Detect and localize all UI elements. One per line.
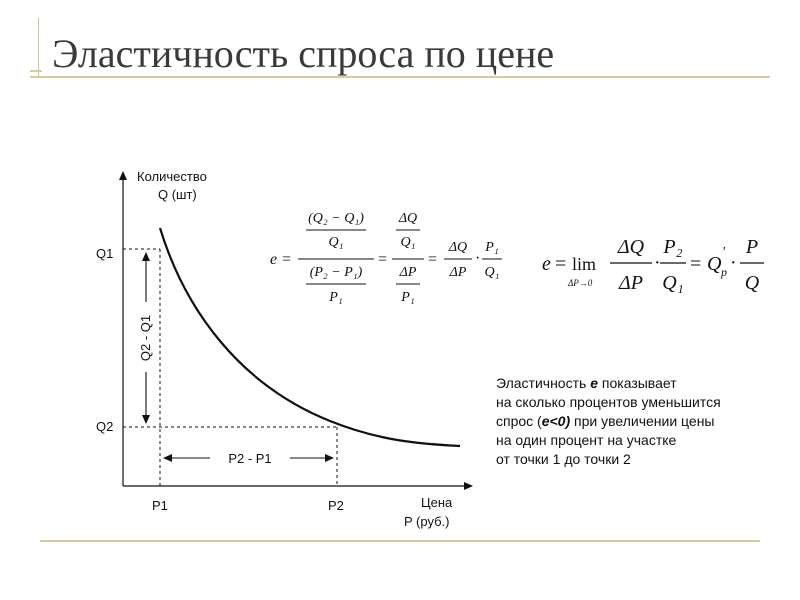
- f2-p2: P₂: [663, 236, 683, 258]
- f2-eq2: =: [690, 253, 702, 275]
- f2-dp: ΔP: [619, 272, 643, 294]
- f1-num-q1: Q₁: [328, 235, 344, 250]
- f1-d-q1: Q₁: [484, 265, 500, 280]
- note-line-4: на один процент на участке: [496, 432, 677, 448]
- formula-arc-elasticity: [270, 211, 502, 305]
- f2-q1: Q₁: [662, 272, 684, 294]
- tick-q1: Q1: [96, 246, 114, 261]
- page-title: Эластичность спроса по цене: [52, 31, 555, 76]
- tick-q2: Q2: [96, 419, 114, 434]
- dp-label: P2 - P1: [228, 451, 272, 466]
- f2-qp: Q: [707, 253, 722, 275]
- note-line-5: от точки 1 до точки 2: [496, 451, 631, 467]
- f1-c-dp: ΔP: [449, 265, 467, 280]
- f2-p: P: [745, 236, 759, 258]
- f1-den-p1: P₁: [329, 290, 343, 305]
- f2-qp-sup: ': [722, 245, 725, 260]
- note-condition: e<0): [541, 413, 571, 429]
- tick-p1: P1: [152, 498, 168, 513]
- f1-eq3: =: [428, 251, 438, 268]
- x-axis-label-line1: Цена: [421, 495, 453, 510]
- f2-qp-sub: p: [721, 265, 727, 279]
- note-line-2: на сколько процентов уменьшится: [496, 394, 721, 410]
- note-line-1: [496, 374, 796, 393]
- tick-p2: P2: [328, 498, 344, 513]
- f1-e: e: [270, 251, 278, 268]
- f1-num-top: (Q₂ − Q₁): [308, 211, 364, 226]
- f2-e: e: [542, 253, 551, 275]
- note-line-3-post: при увеличении цены: [570, 413, 715, 429]
- note-e-symbol: e: [590, 375, 598, 391]
- note-line-1-post: показывает: [598, 375, 677, 391]
- footer-rule: [40, 540, 760, 542]
- f2-dot: ·: [654, 252, 661, 274]
- f1-c-dq: ΔQ: [448, 240, 468, 255]
- formula-point-elasticity: [542, 236, 764, 294]
- f1-b-p1: P₁: [401, 290, 415, 305]
- f1-d-p1: P₁: [485, 240, 499, 255]
- y-axis-label-line2: Q (шт): [158, 187, 197, 202]
- f2-dot2: ·: [730, 252, 737, 274]
- f1-b-dq: ΔQ: [398, 211, 418, 226]
- f1-den-top: (P₂ − P₁): [309, 265, 363, 280]
- x-axis-label-line2: P (руб.): [404, 514, 450, 529]
- note-line-3-pre: спрос (: [496, 413, 542, 429]
- f1-b-q1: Q₁: [400, 235, 416, 250]
- note-line-3: [496, 412, 796, 431]
- f1-eq1: =: [282, 251, 292, 268]
- f2-lim: lim: [572, 254, 597, 274]
- f2-dq: ΔQ: [617, 236, 645, 258]
- f2-q: Q: [744, 272, 760, 294]
- explanation-note: [496, 374, 796, 469]
- f1-eq2: =: [378, 251, 388, 268]
- f1-b-dp: ΔP: [399, 265, 417, 280]
- dq-label: Q2 - Q1: [138, 314, 153, 362]
- f2-eq1: =: [555, 253, 567, 275]
- f2-lim-sub: ΔP→0: [568, 278, 593, 288]
- y-axis-label-line1: Количество: [137, 169, 207, 184]
- note-line-1-pre: Эластичность: [496, 375, 591, 391]
- f1-dot: ·: [475, 250, 481, 267]
- demand-curve: [160, 228, 460, 446]
